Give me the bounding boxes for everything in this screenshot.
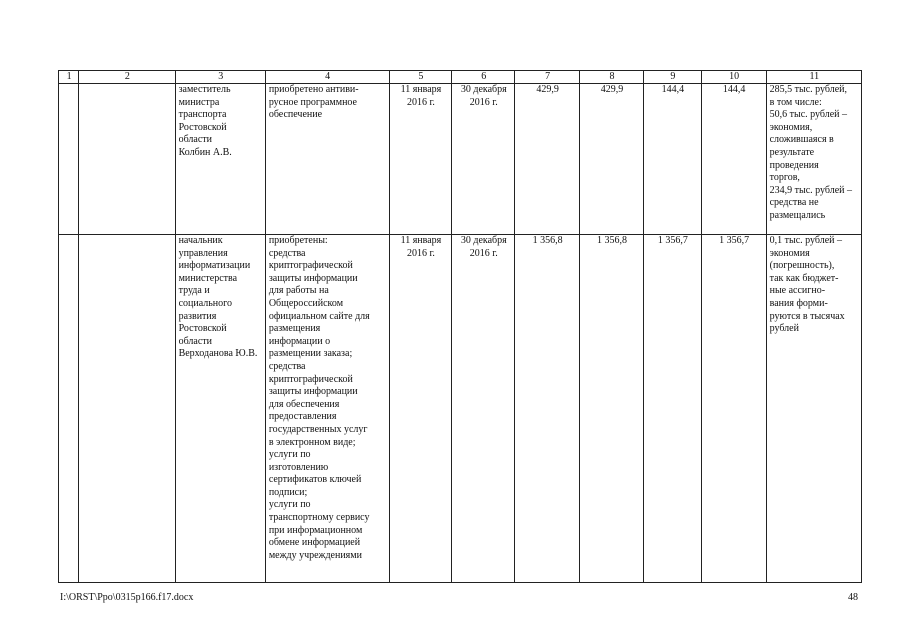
note-line: проведения xyxy=(769,159,819,171)
note-line: (погрешность), xyxy=(769,260,835,272)
description-line: средства xyxy=(268,247,306,259)
responsible-line: Верходанова Ю.В. xyxy=(178,348,258,360)
description-line: Общероссийском xyxy=(268,297,344,309)
cell-value-8: 1 356,8 xyxy=(580,235,644,583)
cell-category xyxy=(79,235,175,583)
cell-start-date xyxy=(389,235,452,583)
description-line: приобретены: xyxy=(268,235,328,246)
description-line: защиты информации xyxy=(268,272,358,284)
description-line: информации о xyxy=(268,335,331,347)
description-line: подписи; xyxy=(268,486,308,498)
responsible-line: Колбин А.В. xyxy=(178,146,232,158)
responsible-line: Ростовской xyxy=(178,121,227,133)
cell-index xyxy=(59,84,79,235)
column-number: 6 xyxy=(452,71,515,84)
note-line: экономия xyxy=(769,247,810,259)
document-file-path: I:\ORST\Ppo\0315p166.f17.docx xyxy=(60,592,194,603)
cell-description xyxy=(265,235,389,583)
responsible-line: министра xyxy=(178,96,220,108)
description-line: при информационном xyxy=(268,524,363,536)
note-line: 50,6 тыс. рублей – xyxy=(769,109,847,121)
column-number: 8 xyxy=(580,71,644,84)
description-line: обеспечение xyxy=(268,109,323,121)
column-number: 4 xyxy=(265,71,389,84)
description-line: услуги по xyxy=(268,449,311,461)
report-table xyxy=(58,70,862,583)
column-number: 10 xyxy=(701,71,766,84)
cell-index xyxy=(59,235,79,583)
end-date-line: 30 декабря xyxy=(460,235,507,246)
description-line: размещения xyxy=(268,323,321,335)
description-line: предоставления xyxy=(268,411,337,423)
description-line: между учреждениями xyxy=(268,549,362,561)
description-line: государственных услуг xyxy=(268,423,368,435)
note-line: торгов, xyxy=(769,172,800,184)
cell-value-10: 1 356,7 xyxy=(701,235,766,583)
note-line: так как бюджет- xyxy=(769,272,839,284)
note-line: средства не xyxy=(769,197,819,209)
description-line: размещении заказа; xyxy=(268,348,353,360)
cell-value-9: 144,4 xyxy=(643,84,701,235)
start-date-line: 11 января xyxy=(400,84,442,95)
responsible-line: области xyxy=(178,134,213,146)
cell-note xyxy=(766,235,861,583)
description-line: обмене информацией xyxy=(268,537,361,549)
cell-note xyxy=(766,84,861,235)
note-line: 285,5 тыс. рублей, xyxy=(769,84,847,95)
note-line: сложившаяся в xyxy=(769,134,834,146)
description-line: сертификатов ключей xyxy=(268,474,362,486)
note-line: вания форми- xyxy=(769,297,828,309)
description-line: транспортному сервису xyxy=(268,512,370,524)
note-line: ные ассигно- xyxy=(769,285,826,297)
start-date-line: 2016 г. xyxy=(406,247,435,259)
cell-responsible xyxy=(175,235,265,583)
responsible-line: области xyxy=(178,335,213,347)
table-row xyxy=(59,84,862,235)
note-line: руются в тысячах xyxy=(769,310,845,322)
note-line: 234,9 тыс. рублей – xyxy=(769,184,852,196)
end-date-line: 30 декабря xyxy=(460,84,507,95)
column-number: 9 xyxy=(643,71,701,84)
description-line: русное программное xyxy=(268,96,357,108)
responsible-line: заместитель xyxy=(178,84,231,95)
note-line: экономия, xyxy=(769,121,813,133)
end-date-line: 2016 г. xyxy=(469,96,498,108)
description-line: для работы на xyxy=(268,285,329,297)
cell-responsible xyxy=(175,84,265,235)
description-line: криптографической xyxy=(268,373,353,385)
description-line: криптографической xyxy=(268,260,353,272)
cell-value-7: 1 356,8 xyxy=(515,235,580,583)
responsible-line: начальник xyxy=(178,235,223,246)
responsible-line: транспорта xyxy=(178,109,227,121)
column-number-row xyxy=(59,71,862,84)
column-number: 5 xyxy=(389,71,452,84)
responsible-line: информатизации xyxy=(178,260,251,272)
table-row xyxy=(59,235,862,583)
responsible-line: Ростовской xyxy=(178,323,227,335)
responsible-line: развития xyxy=(178,310,217,322)
note-line: рублей xyxy=(769,323,799,335)
cell-value-10: 144,4 xyxy=(701,84,766,235)
cell-value-9: 1 356,7 xyxy=(643,235,701,583)
cell-description xyxy=(265,84,389,235)
description-line: услуги по xyxy=(268,499,311,511)
description-line: для обеспечения xyxy=(268,398,340,410)
cell-end-date xyxy=(452,84,515,235)
start-date-line: 11 января xyxy=(400,235,442,246)
column-number: 3 xyxy=(175,71,265,84)
note-line: результате xyxy=(769,146,815,158)
responsible-line: социального xyxy=(178,297,233,309)
description-line: изготовлению xyxy=(268,461,329,473)
note-line: 0,1 тыс. рублей – xyxy=(769,235,842,246)
cell-category xyxy=(79,84,175,235)
description-line: средства xyxy=(268,360,306,372)
column-number: 1 xyxy=(59,71,79,84)
cell-value-7: 429,9 xyxy=(515,84,580,235)
note-line: размещались xyxy=(769,209,826,221)
column-number: 11 xyxy=(766,71,861,84)
responsible-line: министерства xyxy=(178,272,238,284)
description-line: в электронном виде; xyxy=(268,436,356,448)
description-line: официальном сайте для xyxy=(268,310,370,322)
description-line: приобретено антиви- xyxy=(268,84,359,95)
cell-value-8: 429,9 xyxy=(580,84,644,235)
column-number: 7 xyxy=(515,71,580,84)
note-line: в том числе: xyxy=(769,96,822,108)
end-date-line: 2016 г. xyxy=(469,247,498,259)
cell-end-date xyxy=(452,235,515,583)
description-line: защиты информации xyxy=(268,386,358,398)
responsible-line: управления xyxy=(178,247,228,259)
responsible-line: труда и xyxy=(178,285,210,297)
cell-start-date xyxy=(389,84,452,235)
page-number: 48 xyxy=(848,592,858,603)
start-date-line: 2016 г. xyxy=(406,96,435,108)
column-number: 2 xyxy=(79,71,175,84)
